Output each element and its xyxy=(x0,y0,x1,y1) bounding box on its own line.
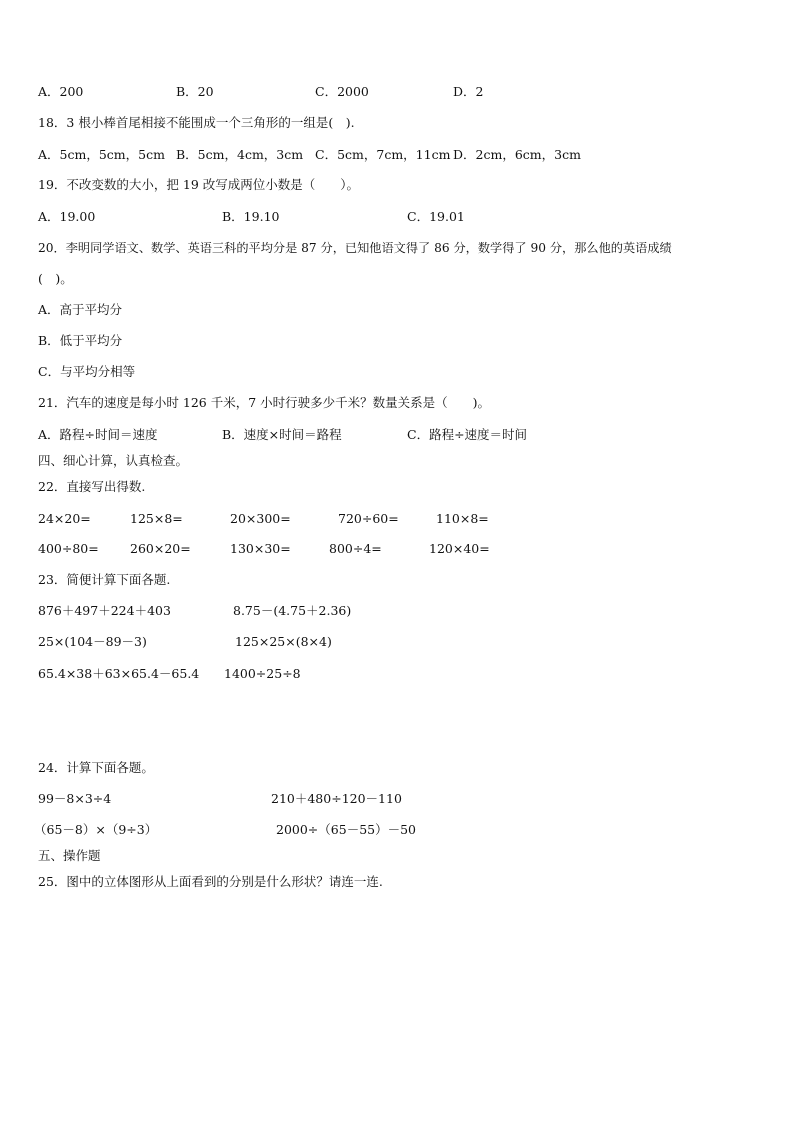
q24-stem: 24．计算下面各题。 xyxy=(38,760,154,775)
q19-option-a: A．19.00 xyxy=(38,209,96,224)
section-5-heading: 五、操作题 xyxy=(38,848,101,863)
q24-item: 99－8×3÷4 xyxy=(38,791,112,806)
q17-option-a: A．200 xyxy=(38,84,84,99)
q22-item: 720÷60= xyxy=(338,511,399,526)
q18-stem: 18．3 根小棒首尾相接不能围成一个三角形的一组是( ). xyxy=(38,115,355,130)
q23-item: 65.4×38＋63×65.4－65.4 xyxy=(38,666,200,681)
q21-option-c: C．路程÷速度＝时间 xyxy=(407,427,528,442)
q22-stem: 22．直接写出得数. xyxy=(38,479,146,494)
q17-option-d: D．2 xyxy=(453,84,484,99)
q17-option-b: B．20 xyxy=(176,84,214,99)
q22-item: 800÷4= xyxy=(329,541,382,556)
q18-option-b: B．5cm，4cm，3cm xyxy=(176,147,304,162)
q19-option-c: C．19.01 xyxy=(407,209,465,224)
q23-item: 8.75－(4.75＋2.36) xyxy=(233,603,352,618)
q22-item: 110×8= xyxy=(436,511,489,526)
q21-option-b: B．速度×时间＝路程 xyxy=(222,427,342,442)
q22-item: 130×30= xyxy=(230,541,291,556)
q21-option-a: A．路程÷时间＝速度 xyxy=(38,427,158,442)
q20-stem-line2: ( )。 xyxy=(38,271,73,286)
q19-stem: 19．不改变数的大小，把 19 改写成两位小数是（ ）。 xyxy=(38,177,360,192)
q18-option-d: D．2cm，6cm，3cm xyxy=(453,147,581,162)
q25-stem: 25．图中的立体图形从上面看到的分别是什么形状？请连一连. xyxy=(38,874,383,889)
q20-stem-line1: 20．李明同学语文、数学、英语三科的平均分是 87 分，已知他语文得了 86 分，数学得了 90 分，那么他的英语成绩 xyxy=(38,241,672,255)
q22-item: 20×300= xyxy=(230,511,291,526)
q19-option-b: B．19.10 xyxy=(222,209,280,224)
q17-option-c: C．2000 xyxy=(315,84,369,99)
q18-option-c: C．5cm，7cm，11cm xyxy=(315,147,451,162)
q22-item: 260×20= xyxy=(130,541,191,556)
q22-item: 125×8= xyxy=(130,511,183,526)
q23-item: 876＋497＋224＋403 xyxy=(38,603,171,618)
section-4-heading: 四、细心计算，认真检查。 xyxy=(38,453,189,468)
q20-option-a: A．高于平均分 xyxy=(38,302,123,317)
q22-item: 120×40= xyxy=(429,541,490,556)
q22-item: 400÷80= xyxy=(38,541,99,556)
q24-item: 210＋480÷120－110 xyxy=(271,791,402,806)
q23-stem: 23．简便计算下面各题. xyxy=(38,572,171,587)
q23-item: 1400÷25÷8 xyxy=(224,666,301,681)
q18-option-a: A．5cm，5cm，5cm xyxy=(38,147,165,162)
q23-item: 25×(104－89－3) xyxy=(38,634,147,649)
q20-option-c: C．与平均分相等 xyxy=(38,364,136,379)
q24-item: （65－8）×（9÷3） xyxy=(34,822,158,837)
q20-option-b: B．低于平均分 xyxy=(38,333,123,348)
q21-stem: 21．汽车的速度是每小时 126 千米，7 小时行驶多少千米？数量关系是（ )。 xyxy=(38,395,491,410)
q22-item: 24×20= xyxy=(38,511,91,526)
q24-item: 2000÷（65－55）－50 xyxy=(276,822,417,837)
q23-item: 125×25×(8×4) xyxy=(235,634,332,649)
